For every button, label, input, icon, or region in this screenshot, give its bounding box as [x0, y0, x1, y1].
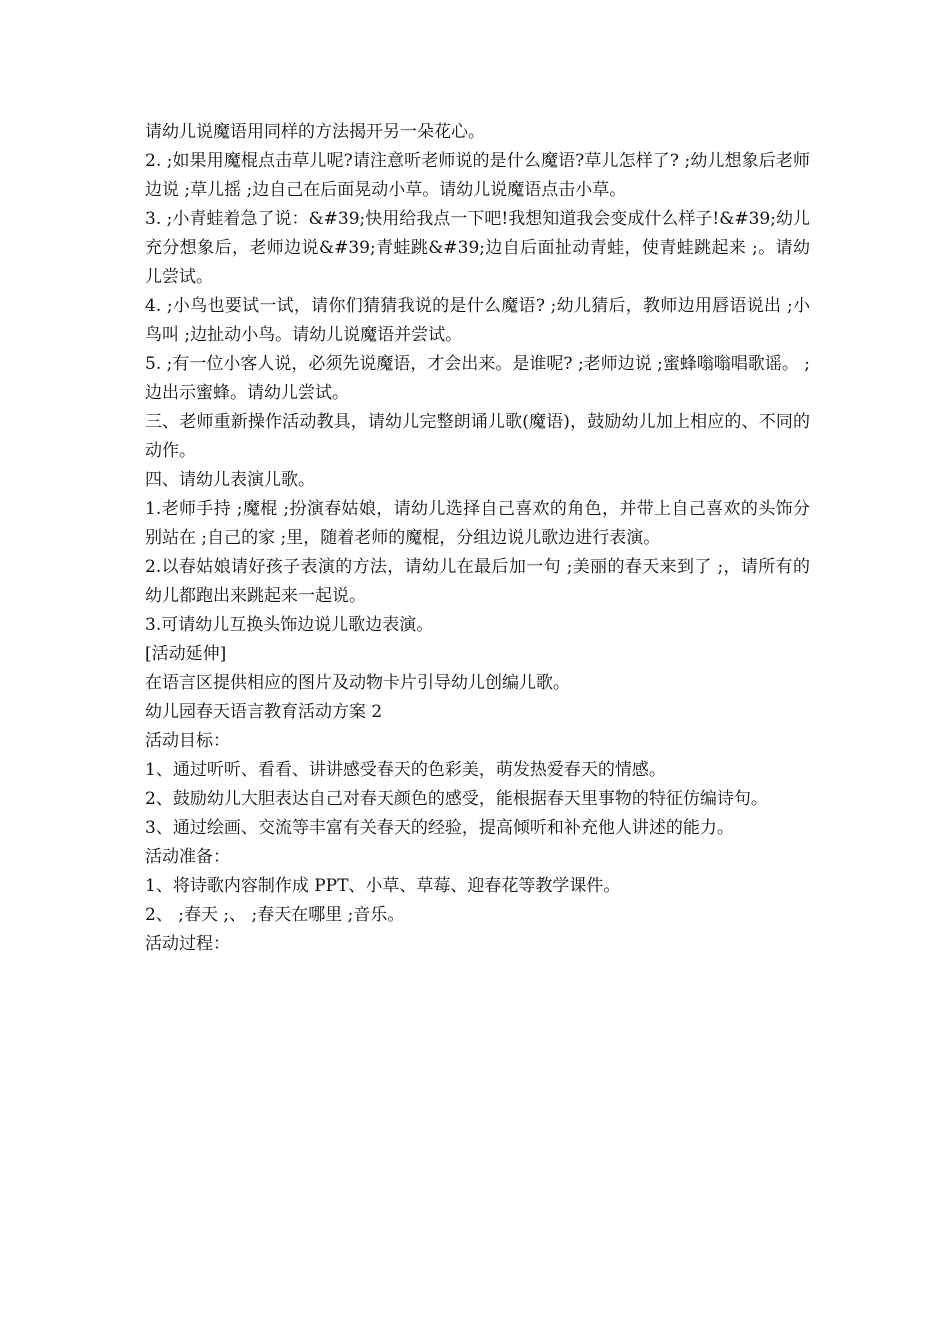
section-heading: [活动延伸]: [145, 644, 227, 664]
document-title: 幼儿园春天语言教育活动方案 2: [145, 702, 383, 722]
paragraph: 2、鼓励幼儿大胆表达自己对春天颜色的感受，能根据春天里事物的特征仿编诗句。: [145, 789, 768, 809]
paragraph: 3.可请幼儿互换头饰边说儿歌边表演。: [145, 615, 434, 635]
paragraph: 2、 ;春天 ;、 ;春天在哪里 ;音乐。: [145, 905, 405, 925]
paragraph: 5. ;有一位小客人说，必须先说魔语，才会出来。是谁呢? ;老师边说 ;蜜蜂嗡嗡唱歌谣。 ;边出示蜜蜂。请幼儿尝试。: [145, 354, 810, 403]
section-heading: 四、请幼儿表演儿歌。: [145, 470, 315, 490]
paragraph: 请幼儿说魔语用同样的方法揭开另一朵花心。: [145, 122, 485, 142]
paragraph: 2. ;如果用魔棍点击草儿呢?请注意听老师说的是什么魔语?草儿怎样了? ;幼儿想象后老师边说 ;草儿摇 ;边自己在后面晃动小草。请幼儿说魔语点击小草。: [145, 151, 810, 200]
paragraph: 在语言区提供相应的图片及动物卡片引导幼儿创编儿歌。: [145, 673, 570, 693]
document-body: [145, 118, 810, 959]
paragraph: 3. ;小青蛙着急了说：&#39;快用给我点一下吧!我想知道我会变成什么样子!&#39;幼儿充分想象后，老师边说&#39;青蛙跳&#39;边自后面扯动青蛙，使青蛙跳起来 ;。请幼儿尝试。: [145, 209, 810, 287]
paragraph: 4. ;小鸟也要试一试，请你们猜猜我说的是什么魔语? ;幼儿猜后，教师边用唇语说出 ;小鸟叫 ;边扯动小鸟。请幼儿说魔语并尝试。: [145, 296, 810, 345]
section-heading: 活动过程：: [145, 934, 230, 954]
paragraph: 1.老师手持 ;魔棍 ;扮演春姑娘，请幼儿选择自己喜欢的角色，并带上自己喜欢的头饰分别站在 ;自己的家 ;里，随着老师的魔棍，分组边说儿歌边进行表演。: [145, 499, 810, 548]
paragraph: 1、通过听听、看看、讲讲感受春天的色彩美，萌发热爱春天的情感。: [145, 760, 666, 780]
section-heading: 活动目标：: [145, 731, 230, 751]
paragraph: 2.以春姑娘请好孩子表演的方法，请幼儿在最后加一句 ;美丽的春天来到了 ;，请所有的幼儿都跑出来跳起来一起说。: [145, 557, 810, 606]
paragraph: 3、通过绘画、交流等丰富有关春天的经验，提高倾听和补充他人讲述的能力。: [145, 818, 734, 838]
section-heading: 三、老师重新操作活动教具，请幼儿完整朗诵儿歌(魔语)，鼓励幼儿加上相应的、不同的动作。: [145, 412, 810, 461]
paragraph: 1、将诗歌内容制作成 PPT、小草、草莓、迎春花等教学课件。: [145, 876, 621, 896]
section-heading: 活动准备：: [145, 847, 230, 867]
